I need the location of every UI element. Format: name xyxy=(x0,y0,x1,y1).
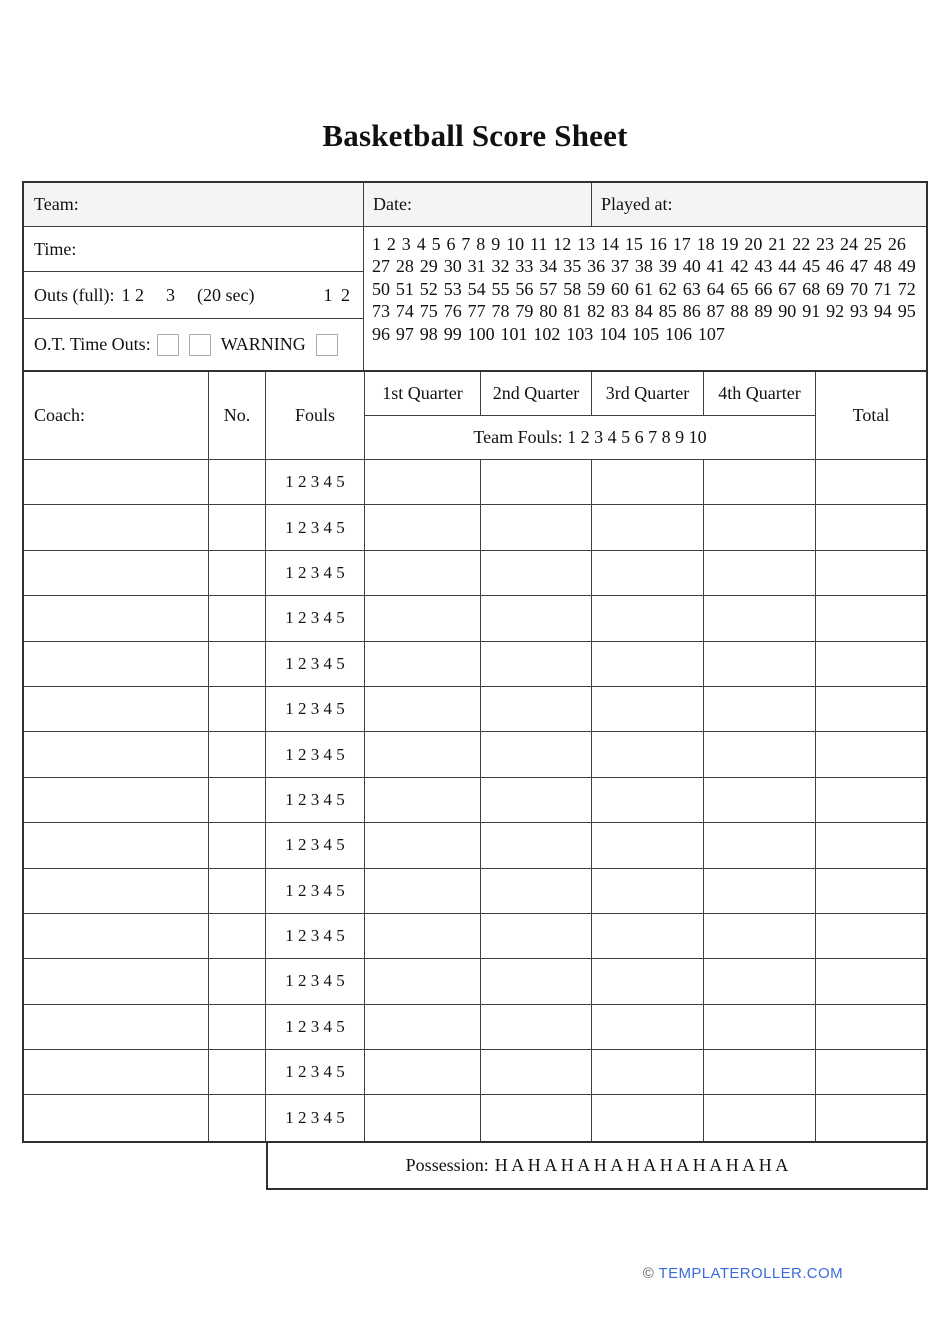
q1-score-cell xyxy=(365,1095,481,1140)
q3-score-cell xyxy=(592,869,704,913)
player-fouls-cell xyxy=(266,914,365,958)
date-label: Date: xyxy=(373,194,412,214)
player-fouls-cell xyxy=(266,732,365,776)
player-number-cell xyxy=(209,1050,266,1094)
q1-header: 1st Quarter xyxy=(365,372,481,415)
running-score-line: 73 74 75 76 77 78 79 80 81 82 83 84 85 86 87 88 89 90 91 92 93 94 95 xyxy=(372,301,916,322)
team-fouls-row xyxy=(365,416,815,459)
total-score-cell xyxy=(816,823,926,867)
copyright-symbol: © xyxy=(642,1265,655,1282)
q1-score-cell xyxy=(365,732,481,776)
running-score-line: 1 2 3 4 5 6 7 8 9 10 11 12 13 14 15 16 17 18 19 20 21 22 23 24 25 26 xyxy=(372,234,906,254)
q3-score-cell xyxy=(592,687,704,731)
possession-row xyxy=(266,1143,928,1190)
roster-header-row xyxy=(24,372,926,460)
q3-score-cell xyxy=(592,551,704,595)
q1-score-cell xyxy=(365,1050,481,1094)
q1-score-cell xyxy=(365,914,481,958)
q3-score-cell xyxy=(592,642,704,686)
player-number-cell xyxy=(209,823,266,867)
player-number-cell xyxy=(209,869,266,913)
q4-score-cell xyxy=(704,732,816,776)
player-row xyxy=(24,505,926,550)
player-row xyxy=(24,959,926,1004)
player-number-cell xyxy=(209,642,266,686)
date-field xyxy=(364,183,592,226)
outs-label: Outs (full): xyxy=(34,284,115,305)
time-label: Time: xyxy=(34,238,77,259)
player-name-cell xyxy=(24,823,209,867)
time-field xyxy=(24,227,363,272)
player-name-cell xyxy=(24,1005,209,1049)
q4-score-cell xyxy=(704,959,816,1003)
player-name-cell xyxy=(24,642,209,686)
player-name-cell xyxy=(24,687,209,731)
player-name-cell xyxy=(24,551,209,595)
quarters-header-block xyxy=(365,372,816,459)
player-row xyxy=(24,1095,926,1140)
timeout-checkbox xyxy=(189,334,211,356)
player-number-cell xyxy=(209,687,266,731)
q1-score-cell xyxy=(365,959,481,1003)
fouls-column-header: Fouls xyxy=(266,372,365,459)
q2-header: 2nd Quarter xyxy=(481,372,592,415)
q3-header: 3rd Quarter xyxy=(592,372,704,415)
q2-score-cell xyxy=(481,596,592,640)
q2-score-cell xyxy=(481,1005,592,1049)
player-row xyxy=(24,687,926,732)
total-score-cell xyxy=(816,1050,926,1094)
total-score-cell xyxy=(816,505,926,549)
q2-score-cell xyxy=(481,505,592,549)
q4-score-cell xyxy=(704,596,816,640)
player-number-cell xyxy=(209,505,266,549)
outs-extra-number: 3 xyxy=(166,284,175,305)
player-fouls-cell xyxy=(266,642,365,686)
player-fouls-scale: 1 2 3 4 5 xyxy=(285,1062,345,1082)
total-score-cell xyxy=(816,1005,926,1049)
possession-label: Possession: xyxy=(405,1155,489,1175)
q1-score-cell xyxy=(365,460,481,504)
player-number-cell xyxy=(209,778,266,822)
running-score-grid xyxy=(364,227,926,370)
player-name-cell xyxy=(24,959,209,1003)
info-header-row xyxy=(24,183,926,227)
played-at-field xyxy=(592,183,926,226)
running-score-line: 96 97 98 99 100 101 102 103 104 105 106 107 xyxy=(372,323,725,344)
q4-score-cell xyxy=(704,687,816,731)
player-fouls-scale: 1 2 3 4 5 xyxy=(285,880,345,900)
player-row xyxy=(24,460,926,505)
q4-score-cell xyxy=(704,1005,816,1049)
q1-score-cell xyxy=(365,778,481,822)
total-score-cell xyxy=(816,869,926,913)
ot-timeouts-label: O.T. Time Outs: xyxy=(34,334,151,354)
player-fouls-scale: 1 2 3 4 5 xyxy=(285,1108,345,1128)
player-name-cell xyxy=(24,505,209,549)
q2-score-cell xyxy=(481,1095,592,1140)
player-fouls-scale: 1 2 3 4 5 xyxy=(285,789,345,809)
running-score-line: 27 28 29 30 31 32 33 34 35 36 37 38 39 40 41 42 43 44 45 46 47 48 49 xyxy=(372,256,916,277)
team-fouls-label: Team Fouls: 1 2 3 4 5 6 7 8 9 10 xyxy=(473,427,707,447)
player-fouls-scale: 1 2 3 4 5 xyxy=(285,971,345,991)
player-fouls-cell xyxy=(266,460,365,504)
player-name-cell xyxy=(24,869,209,913)
total-score-cell xyxy=(816,687,926,731)
q4-score-cell xyxy=(704,823,816,867)
q4-score-cell xyxy=(704,1095,816,1140)
player-fouls-cell xyxy=(266,1050,365,1094)
player-fouls-scale: 1 2 3 4 5 xyxy=(285,562,345,582)
total-score-cell xyxy=(816,596,926,640)
q2-score-cell xyxy=(481,914,592,958)
player-row xyxy=(24,869,926,914)
player-name-cell xyxy=(24,1095,209,1140)
player-fouls-scale: 1 2 3 4 5 xyxy=(285,653,345,673)
player-row xyxy=(24,596,926,641)
timeout-checkbox xyxy=(157,334,179,356)
total-column-header: Total xyxy=(852,405,890,425)
q4-score-cell xyxy=(704,914,816,958)
game-info-table xyxy=(22,181,928,372)
q2-score-cell xyxy=(481,551,592,595)
player-fouls-cell xyxy=(266,596,365,640)
q1-score-cell xyxy=(365,823,481,867)
warning-checkbox xyxy=(316,334,338,356)
played-at-label: Played at: xyxy=(601,194,673,214)
q3-score-cell xyxy=(592,1095,704,1140)
player-fouls-scale: 1 2 3 4 5 xyxy=(285,744,345,764)
player-name-cell xyxy=(24,778,209,822)
possession-sequence: H A H A H A H A H A H A H A H A H A xyxy=(494,1155,789,1175)
q2-score-cell xyxy=(481,687,592,731)
player-row xyxy=(24,1050,926,1095)
q3-score-cell xyxy=(592,732,704,776)
q4-score-cell xyxy=(704,642,816,686)
player-fouls-scale: 1 2 3 4 5 xyxy=(285,699,345,719)
player-row xyxy=(24,1005,926,1050)
player-row xyxy=(24,823,926,868)
q2-score-cell xyxy=(481,823,592,867)
page-title: Basketball Score Sheet xyxy=(322,118,628,153)
q2-score-cell xyxy=(481,1050,592,1094)
player-number-cell xyxy=(209,914,266,958)
q4-score-cell xyxy=(704,551,816,595)
roster-table xyxy=(22,372,928,1143)
player-fouls-cell xyxy=(266,505,365,549)
q4-score-cell xyxy=(704,505,816,549)
player-number-cell xyxy=(209,732,266,776)
q1-score-cell xyxy=(365,505,481,549)
number-column-header: No. xyxy=(209,372,266,459)
ot-timeouts-row xyxy=(24,319,363,370)
player-row xyxy=(24,551,926,596)
player-fouls-cell xyxy=(266,959,365,1003)
twenty-sec-numbers: 1 2 xyxy=(323,284,350,305)
total-score-cell xyxy=(816,1095,926,1140)
timeouts-column xyxy=(24,227,364,370)
coach-label: Coach: xyxy=(34,405,85,425)
coach-field xyxy=(24,372,209,459)
q1-score-cell xyxy=(365,642,481,686)
player-fouls-cell xyxy=(266,1005,365,1049)
timeout-checkbox xyxy=(316,334,338,356)
q3-score-cell xyxy=(592,1050,704,1094)
total-score-cell xyxy=(816,460,926,504)
footer-credit xyxy=(643,1265,843,1282)
q4-score-cell xyxy=(704,460,816,504)
q1-score-cell xyxy=(365,596,481,640)
player-fouls-scale: 1 2 3 4 5 xyxy=(285,517,345,537)
outs-full-numbers: 1 2 xyxy=(121,284,144,305)
total-score-cell xyxy=(816,959,926,1003)
player-fouls-scale: 1 2 3 4 5 xyxy=(285,472,345,492)
team-label: Team: xyxy=(34,194,79,214)
player-fouls-cell xyxy=(266,869,365,913)
q4-score-cell xyxy=(704,869,816,913)
player-row xyxy=(24,778,926,823)
q3-score-cell xyxy=(592,778,704,822)
player-fouls-cell xyxy=(266,1095,365,1140)
player-number-cell xyxy=(209,596,266,640)
player-name-cell xyxy=(24,1050,209,1094)
player-fouls-scale: 1 2 3 4 5 xyxy=(285,835,345,855)
q3-score-cell xyxy=(592,1005,704,1049)
player-fouls-scale: 1 2 3 4 5 xyxy=(285,926,345,946)
player-rows xyxy=(24,460,926,1141)
player-fouls-cell xyxy=(266,778,365,822)
q4-score-cell xyxy=(704,1050,816,1094)
total-score-cell xyxy=(816,551,926,595)
q2-score-cell xyxy=(481,869,592,913)
player-number-cell xyxy=(209,959,266,1003)
q3-score-cell xyxy=(592,596,704,640)
player-row xyxy=(24,642,926,687)
warning-label: WARNING xyxy=(220,334,306,354)
running-score-line: 50 51 52 53 54 55 56 57 58 59 60 61 62 63 64 65 66 67 68 69 70 71 72 xyxy=(372,278,916,299)
q4-header: 4th Quarter xyxy=(718,383,801,403)
player-fouls-cell xyxy=(266,823,365,867)
q1-score-cell xyxy=(365,1005,481,1049)
player-fouls-cell xyxy=(266,687,365,731)
templateroller-link[interactable]: TEMPLATEROLLER.COM xyxy=(658,1265,843,1282)
q2-score-cell xyxy=(481,732,592,776)
total-score-cell xyxy=(816,914,926,958)
player-name-cell xyxy=(24,914,209,958)
outs-row xyxy=(24,272,363,319)
total-score-cell xyxy=(816,778,926,822)
player-fouls-scale: 1 2 3 4 5 xyxy=(285,1016,345,1036)
player-number-cell xyxy=(209,460,266,504)
quarter-headers-row xyxy=(365,372,815,416)
total-score-cell xyxy=(816,642,926,686)
player-number-cell xyxy=(209,1005,266,1049)
q3-score-cell xyxy=(592,460,704,504)
q1-score-cell xyxy=(365,687,481,731)
q3-score-cell xyxy=(592,959,704,1003)
q3-score-cell xyxy=(592,505,704,549)
player-fouls-cell xyxy=(266,551,365,595)
player-number-cell xyxy=(209,551,266,595)
player-name-cell xyxy=(24,732,209,776)
q2-score-cell xyxy=(481,460,592,504)
player-number-cell xyxy=(209,1095,266,1140)
team-field xyxy=(24,183,364,226)
ot-timeout-checkboxes xyxy=(157,334,211,356)
player-row xyxy=(24,914,926,959)
q2-score-cell xyxy=(481,778,592,822)
player-fouls-scale: 1 2 3 4 5 xyxy=(285,608,345,628)
q2-score-cell xyxy=(481,642,592,686)
q2-score-cell xyxy=(481,959,592,1003)
q3-score-cell xyxy=(592,823,704,867)
q3-score-cell xyxy=(592,914,704,958)
twenty-sec-label: (20 sec) xyxy=(197,284,255,305)
info-body xyxy=(24,227,926,370)
player-name-cell xyxy=(24,460,209,504)
q4-score-cell xyxy=(704,778,816,822)
total-score-cell xyxy=(816,732,926,776)
player-row xyxy=(24,732,926,777)
q1-score-cell xyxy=(365,551,481,595)
q1-score-cell xyxy=(365,869,481,913)
player-name-cell xyxy=(24,596,209,640)
